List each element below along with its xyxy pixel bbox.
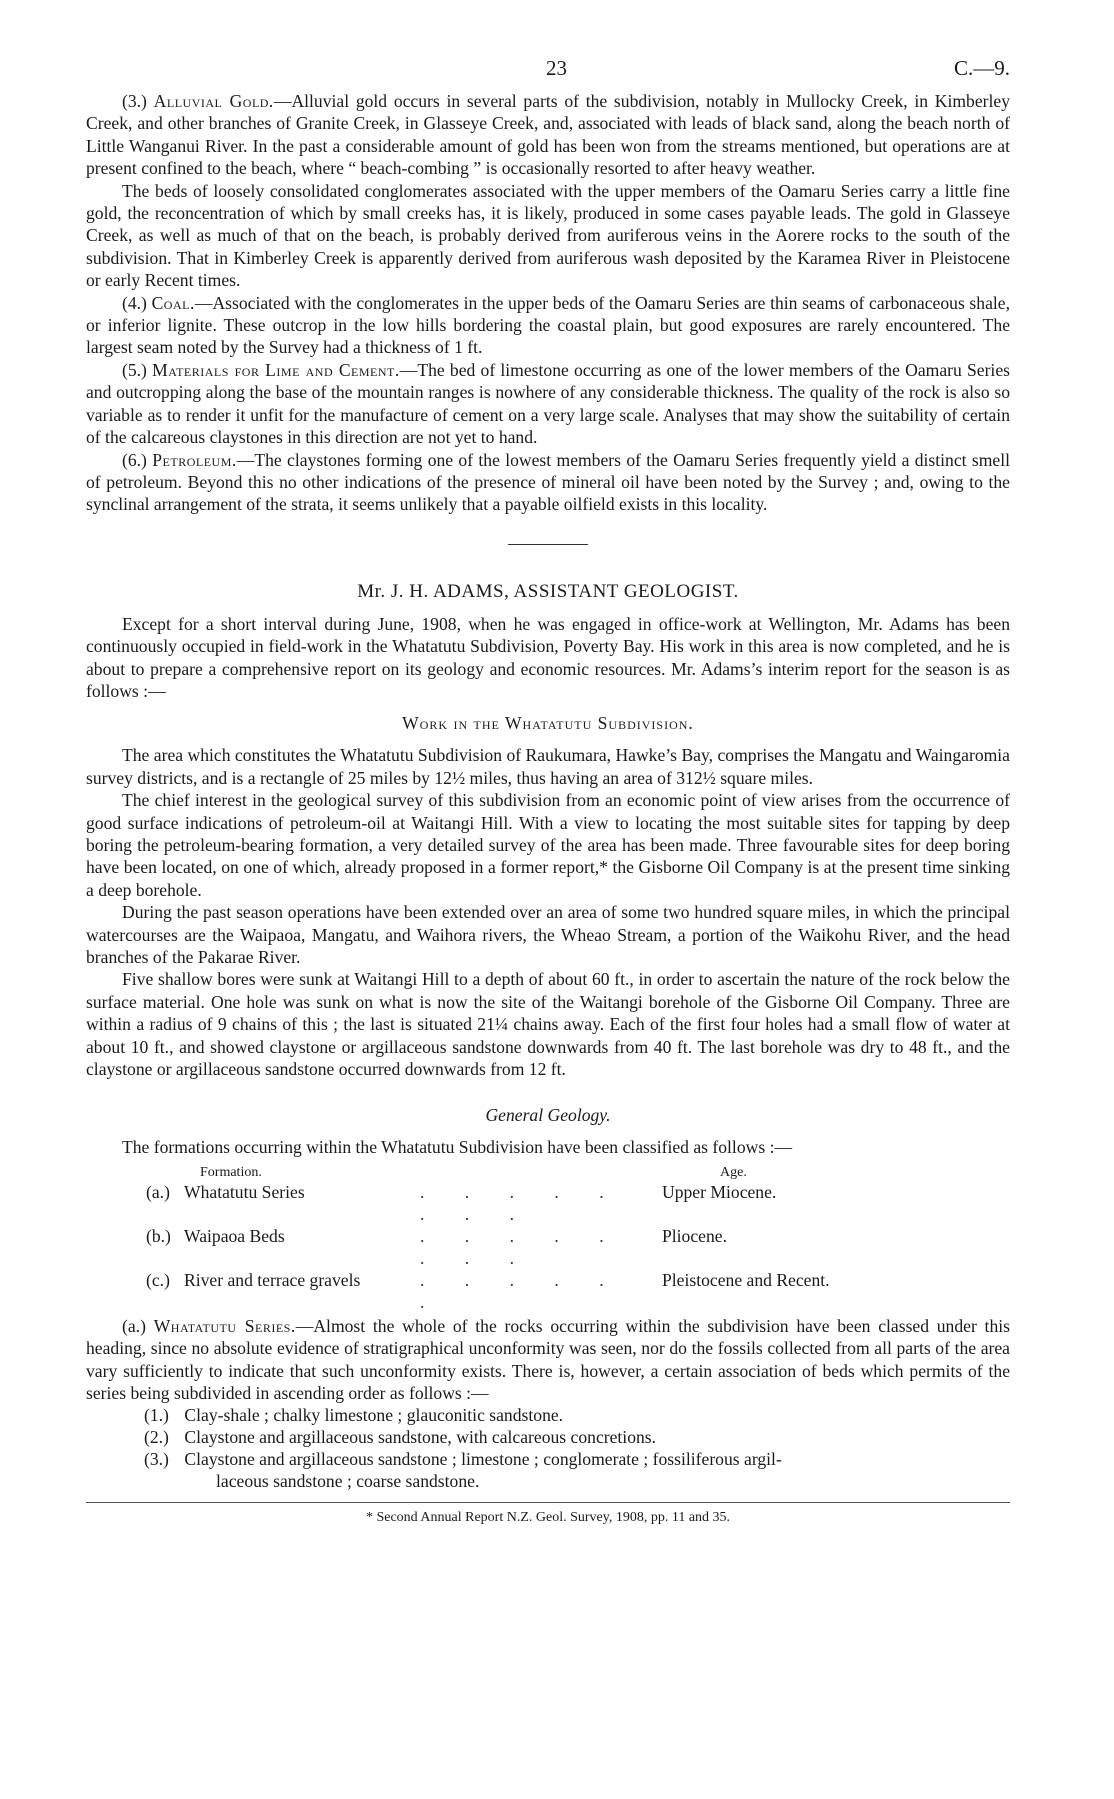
formation-name: Waipaoa Beds — [184, 1225, 285, 1246]
row-label: (c.) — [146, 1269, 170, 1290]
paragraph-petroleum — [86, 449, 1010, 516]
table-row — [86, 1269, 1010, 1313]
section-body: —Almost the whole of the rocks occurring within the subdivision have been classed under this heading, since no absolute evidence of stratigraphical unconformity was seen, nor do the fossils collected from all parts of the area vary sufficiently to indicate that such unconformity exists. There is, however, a certain association of beds which permits of the series being subdivided in ascending order as follows :— — [86, 1315, 1010, 1404]
list-item — [86, 1426, 1010, 1448]
formation-age: Pleistocene and Recent. — [662, 1269, 830, 1290]
section-body: —Associated with the conglomerates in the upper beds of the Oamaru Series are thin seams of carbonaceous shale, or inferior lignite. These outcrop in the low hills bordering the coastal plain, but good exposures are rarely encountered. The largest seam noted by the Survey had a thickness of 1 ft. — [86, 292, 1010, 358]
section-divider — [508, 544, 588, 545]
formation-name: River and terrace gravels — [184, 1269, 361, 1290]
document-reference: C.—9. — [953, 56, 1010, 80]
section-number: (4.) — [122, 292, 147, 313]
table-row — [86, 1181, 1010, 1225]
paragraph-operations: During the past season operations have been extended over an area of some two hundred square miles, in which the principal watercourses are the Waipaoa, Mangatu, and Waihora rivers, the Wheao Stream, a portion of the Waikohu River, and the head branches of the Pakarae River. — [86, 902, 1010, 967]
list-item-continuation: laceous sandstone ; coarse sandstone. — [216, 1471, 480, 1492]
list-number: (2.) — [144, 1427, 169, 1448]
list-number: (1.) — [144, 1405, 169, 1426]
paragraph-alluvial-gold — [86, 90, 1010, 180]
paragraph-geology-intro: The formations occurring within the Whatatutu Subdivision have been classified as follows :— — [122, 1137, 793, 1158]
general-geology-heading: General Geology. — [485, 1105, 611, 1126]
section-body: —The claystones forming one of the lowest members of the Oamaru Series frequently yield a distinct smell of petroleum. Beyond this no other indications of the presence of mineral oil have been noted by the Survey ; and, owing to the synclinal arrangement of the strata, it seems unlikely that a payable oilfield exists in this locality. — [86, 449, 1010, 515]
column-age: Age. — [720, 1164, 747, 1180]
list-text: Clay-shale ; chalky limestone ; glauconitic sandstone. — [184, 1405, 564, 1426]
section-title: Coal. — [151, 292, 195, 313]
section-number: (3.) — [122, 91, 147, 111]
paragraph-conglomerates: The beds of loosely consolidated conglomerates associated with the upper members of the Oamaru Series carry a little fine gold, the reconcentration of which by small creeks has, it is likely, produced in some cases payable leads. The gold in Glasseye Creek, as well as much of that on the beach, is probably derived from auriferous veins in the Aorere rocks to the south of the subdivision. That in Kimberley Creek is apparently derived from auriferous wash deposited by the Karamea River in Pleistocene or early Recent times. — [86, 180, 1010, 291]
paragraph-coal — [86, 292, 1010, 359]
section-title: Materials for Lime and Cement. — [152, 359, 400, 380]
list-item — [86, 1448, 1010, 1470]
formation-age: Pliocene. — [662, 1225, 727, 1246]
document-page — [86, 56, 1010, 1527]
table-row — [86, 1225, 1010, 1269]
paragraph-economic-interest: The chief interest in the geological survey of this subdivision from an economic point of view arises from the occurrence of good surface indications of petroleum-oil at Waitangi Hill. With a view to locating the most suitable sites for tapping by deep boring the petroleum-bearing formation, a very detailed survey of the area has been made. Three favourable sites for deep boring have been located, on one of which, already proposed in a former report,* the Gisborne Oil Company is at the present time sinking a deep borehole. — [86, 790, 1010, 900]
formation-name: Whatatutu Series — [184, 1181, 305, 1202]
list-text: Claystone and argillaceous sandstone ; limestone ; conglomerate ; fossiliferous argil- — [184, 1449, 782, 1470]
paragraph-area: The area which constitutes the Whatatutu Subdivision of Raukumara, Hawke’s Bay, comprises the Mangatu and Waingaromia survey districts, and is a rectangle of 25 miles by 12½ miles, thus having an area of 312½ square miles. — [86, 745, 1010, 788]
formation-age: Upper Miocene. — [662, 1181, 777, 1202]
adams-heading: Mr. J. H. ADAMS, ASSISTANT GEOLOGIST. — [357, 580, 739, 602]
page-header — [86, 56, 1010, 90]
paragraph-bores: Five shallow bores were sunk at Waitangi Hill to a depth of about 60 ft., in order to ascertain the nature of the rock below the surface material. One hole was sunk on what is now the site of the Waitangi borehole of the Gisborne Oil Company. Three are within a radius of 9 chains of this ; the last is situated 21¼ chains away. Each of the first four holes had a small flow of water at about 10 ft., and showed claystone or argillaceous sandstone downwards from 40 ft. The last borehole was dry to 48 ft., and the claystone or argillaceous sandstone occurred downwards from 12 ft. — [86, 969, 1010, 1080]
row-label: (b.) — [146, 1225, 171, 1246]
section-title: Whatatutu Series. — [153, 1315, 296, 1336]
column-formation: Formation. — [200, 1164, 262, 1180]
leader-dots: . . . . . . . . — [420, 1181, 622, 1224]
section-body: —The bed of limestone occurring as one of the lower members of the Oamaru Series and outcropping along the base of the mountain ranges is nowhere of any considerable thickness. The quality of the rock is also so variable as to render it unfit for the manufacture of cement on a very large scale. Analyses that may show the suitability of certain of the calcareous claystones in this direction are not yet to hand. — [86, 359, 1010, 448]
paragraph-lime-cement — [86, 359, 1010, 449]
whatatutu-subheading: Work in the Whatatutu Subdivision. — [402, 713, 694, 734]
paragraph-adams-intro: Except for a short interval during June, 1908, when he was engaged in office-work at Wellington, Mr. Adams has been continuously occupied in field-work in the Whatatutu Subdivision, Poverty Bay. His work in this area is now completed, and he is about to prepare a comprehensive report on its geology and economic resources. Mr. Adams’s interim report for the season is as follows :— — [86, 613, 1010, 701]
section-number: (6.) — [122, 449, 147, 470]
formations-table-header — [86, 1165, 1010, 1181]
list-number: (3.) — [144, 1449, 169, 1470]
page-number: 23 — [546, 56, 567, 80]
formations-table — [86, 1165, 1010, 1313]
section-number: (a.) — [122, 1315, 146, 1336]
list-text: Claystone and argillaceous sandstone, with calcareous concretions. — [184, 1427, 657, 1448]
leader-dots: . . . . . . . . — [420, 1225, 622, 1268]
section-number: (5.) — [122, 359, 147, 380]
leader-dots: . . . . . . — [420, 1269, 622, 1312]
list-item — [86, 1404, 1010, 1426]
section-title: Alluvial Gold. — [153, 91, 274, 111]
row-label: (a.) — [146, 1181, 170, 1202]
section-title: Petroleum. — [152, 449, 237, 470]
footnote: * Second Annual Report N.Z. Geol. Survey, 1908, pp. 11 and 35. — [365, 1510, 731, 1526]
footnote-rule — [86, 1502, 1010, 1503]
section-body: —Alluvial gold occurs in several parts of the subdivision, notably in Mullocky Creek, in Kimberley Creek, and other branches of Granite Creek, in Glasseye Creek, and, associated with leads of black sand, along the beach north of Little Wanganui River. In the past a considerable amount of gold has been won from the streams mentioned, but operations are at present confined to the beach, where “ beach-combing ” is occasionally resorted to after heavy weather. — [86, 91, 1011, 179]
paragraph-whatatutu-series — [86, 1315, 1010, 1405]
